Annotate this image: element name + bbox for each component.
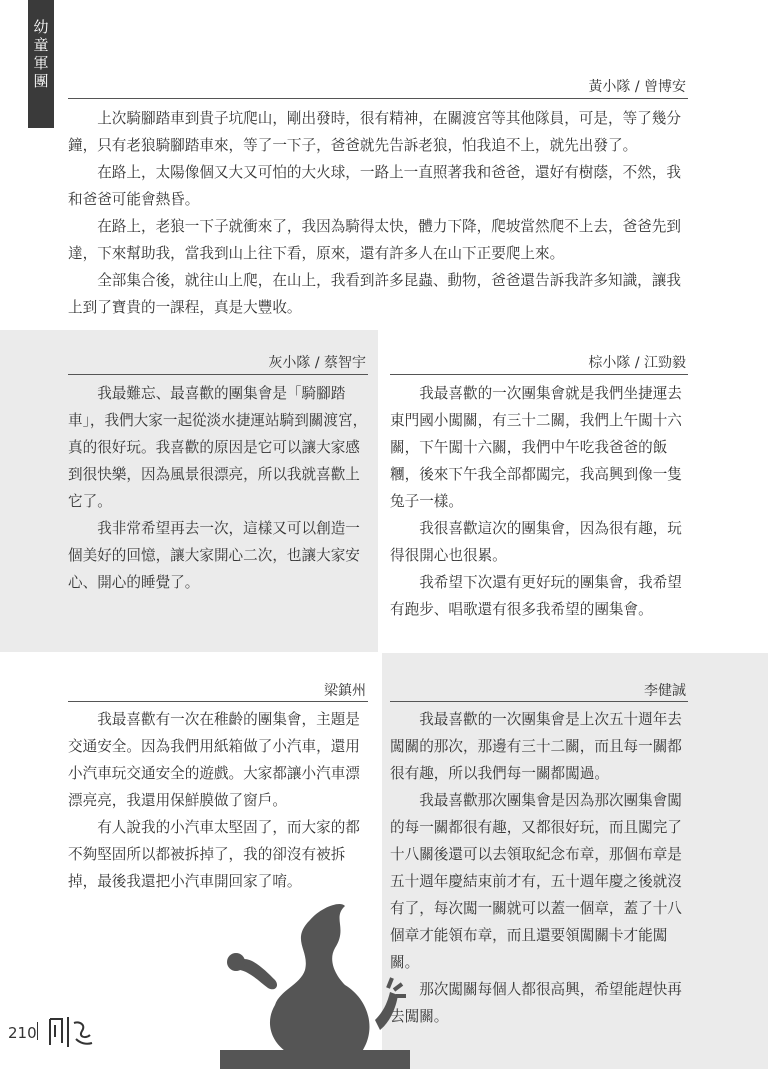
- article-bottom-right: [390, 706, 688, 1030]
- paragraph: 我最難忘、最喜歡的團集會是「騎腳踏車」，我們大家一起從淡水捷運站騎到關渡宮，真的很好玩。我喜歡的原因是它可以讓大家感到很快樂，因為風景很漂亮，所以我就喜歡上它了。: [68, 385, 368, 510]
- divider-bottom-left: [68, 701, 368, 702]
- paragraph: 有人說我的小汽車太堅固了，而大家的都不夠堅固所以都被拆掉了，我的卻沒有被拆掉，最後我還把小汽車開回家了唷。: [68, 819, 360, 890]
- paragraph: 我很喜歡這次的團集會，因為很有趣，玩得很開心也很累。: [390, 520, 682, 564]
- divider-bottom-right: [390, 701, 688, 702]
- byline-bottom-left: 梁鎮州: [324, 683, 366, 699]
- page-number: 210: [8, 1024, 37, 1042]
- paragraph: 我非常希望再去一次，這樣又可以創造一個美好的回憶，讓大家開心二次，也讓大家安心、開心的睡覺了。: [68, 520, 360, 591]
- publication-logo: [46, 1015, 94, 1049]
- monster-illustration: [220, 900, 410, 1069]
- article-bottom-left: [68, 706, 368, 895]
- paragraph: 在路上，老狼一下子就衝來了，我因為騎得太快，體力下降，爬坡當然爬不上去，爸爸先到達，下來幫助我，當我到山上往下看，原來，還有許多人在山下正要爬上來。: [68, 218, 681, 262]
- divider-top: [68, 98, 688, 99]
- paragraph: 我最喜歡有一次在稚齡的團集會，主題是交通安全。因為我們用紙箱做了小汽車，還用小汽車玩交通安全的遊戲。大家都讓小汽車漂漂亮亮，我還用保鮮膜做了窗戶。: [68, 711, 360, 809]
- section-tab-char: 幼: [33, 18, 49, 36]
- paragraph: 我最喜歡的一次團集會是上次五十週年去闖關的那次，那邊有三十二關，而且每一關都很有趣，所以我們每一關都闖過。: [390, 711, 682, 782]
- paragraph: 在路上，太陽像個又大又可怕的大火球，一路上一直照著我和爸爸，還好有樹蔭，不然，我和爸爸可能會熱昏。: [68, 164, 681, 208]
- section-tab-char: 童: [33, 36, 49, 54]
- footer-divider: [37, 1022, 38, 1040]
- paragraph: 上次騎腳踏車到貴子坑爬山，剛出發時，很有精神，在關渡宮等其他隊員，可是，等了幾分鐘，只有老狼騎腳踏車來，等了一下子，爸爸就先告訴老狼，怕我追不上，就先出發了。: [68, 110, 681, 154]
- paragraph: 我最喜歡那次團集會是因為那次團集會闖的每一關都很有趣，又都很好玩，而且闖完了十八關後還可以去領取紀念布章，那個布章是五十週年慶結束前才有，五十週年慶之後就沒有了，每次闖一關就可以蓋一個章，蓋了十八個章才能領布章，而且還要領闖關卡才能闖關。: [390, 792, 682, 971]
- divider-mid-left: [68, 374, 368, 375]
- paragraph: 我希望下次還有更好玩的團集會，我希望有跑步、唱歌還有很多我希望的團集會。: [390, 574, 682, 618]
- section-tab: [28, 0, 54, 128]
- article-mid-left: [68, 380, 368, 596]
- paragraph: 那次闖關每個人都很高興，希望能趕快再去闖關。: [390, 981, 682, 1025]
- byline-mid-left: 灰小隊 / 蔡智宇: [268, 355, 366, 371]
- byline-mid-right: 棕小隊 / 江勁毅: [588, 355, 686, 371]
- article-top: [68, 105, 690, 321]
- byline-top: 黃小隊 / 曾博安: [588, 79, 686, 95]
- paragraph: 全部集合後，就往山上爬，在山上，我看到許多昆蟲、動物，爸爸還告訴我許多知識，讓我上到了寶貴的一課程，真是大豐收。: [68, 272, 681, 316]
- paragraph: 我最喜歡的一次團集會就是我們坐捷運去東門國小闖關，有三十二關，我們上午闖十六關，下午闖十六關，我們中午吃我爸爸的飯糰，後來下午我全部都闖完，我高興到像一隻兔子一樣。: [390, 385, 682, 510]
- article-mid-right: [390, 380, 688, 623]
- byline-bottom-right: 李健誠: [644, 683, 686, 699]
- divider-mid-right: [390, 374, 688, 375]
- section-tab-char: 軍: [33, 54, 49, 72]
- section-tab-char: 團: [33, 72, 49, 90]
